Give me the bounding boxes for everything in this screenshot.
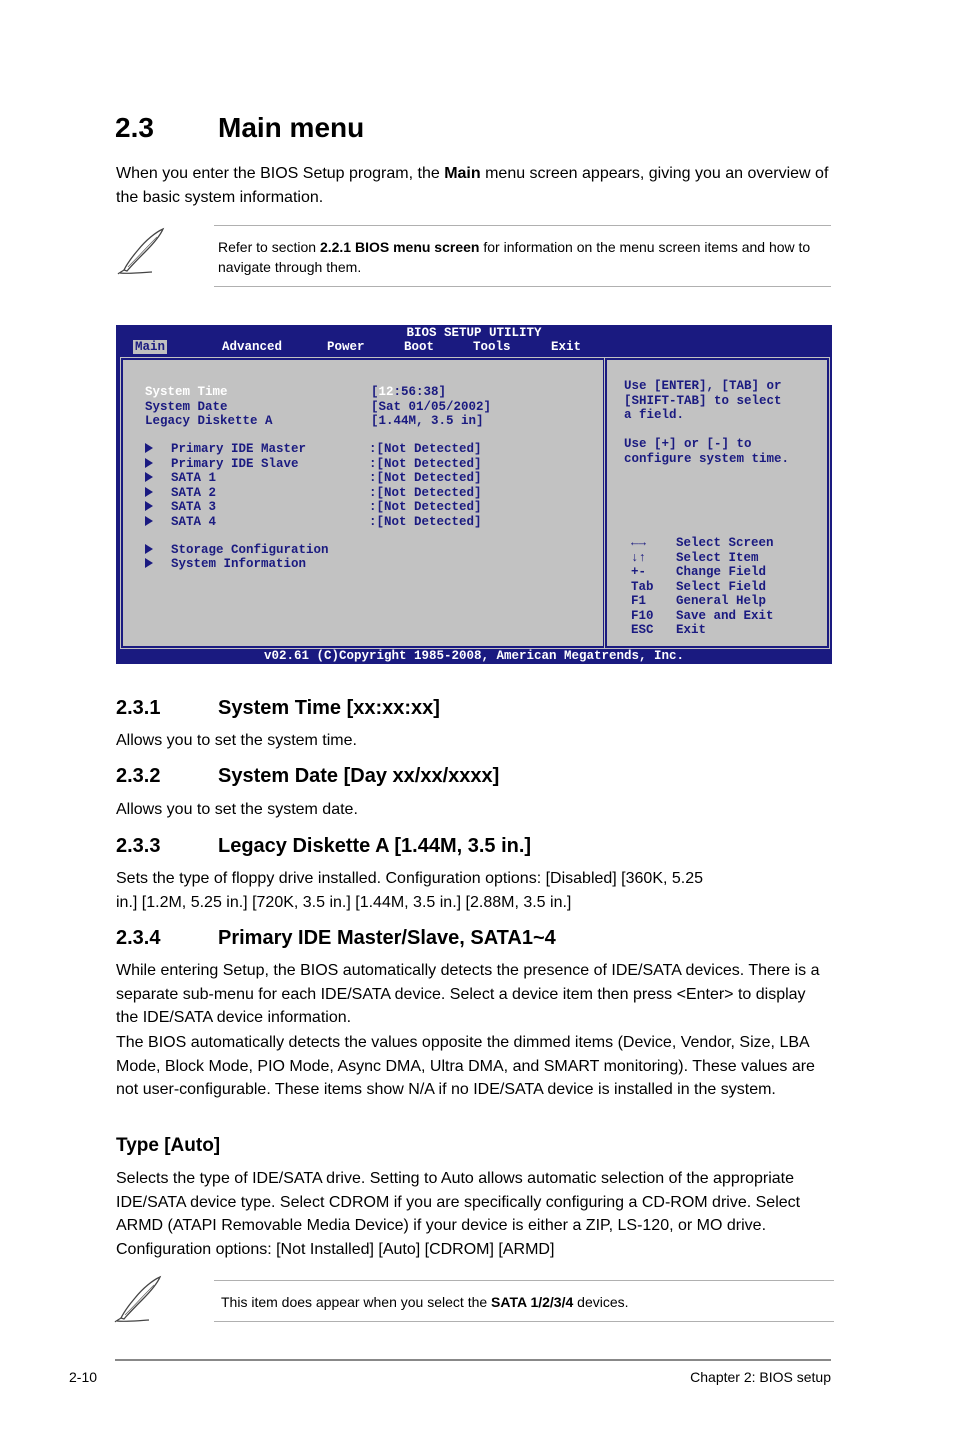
bios-value-primary-ide-master: :[Not Detected] xyxy=(369,442,482,456)
device-label: SATA 1 xyxy=(171,471,217,485)
system-date-text: Allows you to set the system date. xyxy=(116,801,358,818)
bios-help-text-2: Use [+] or [-] to configure system time. xyxy=(624,437,790,466)
bios-menu-boot[interactable]: Boot xyxy=(404,340,435,354)
legacy-diskette-text: Sets the type of floppy drive installed. Configuration options: [Disabled] [360K, 5.25 in.] [1.2M, 5.25 in.] [720K, 3.5 in.] [1.44M, 3.5 in.] [2.88M, 3.5 in.] xyxy=(116,870,704,911)
device-label: SATA 4 xyxy=(171,514,217,529)
bios-help-panel xyxy=(605,358,829,648)
page-number: 2-10 xyxy=(69,1369,98,1385)
heading-number: 2.3.1 xyxy=(116,697,161,719)
heading-type-auto: Type [Auto] xyxy=(116,1135,221,1156)
note-box xyxy=(214,225,831,287)
note-box-2 xyxy=(214,1280,834,1322)
key-arrows-lr-icon: ←→ xyxy=(631,536,647,550)
submenu-arrow-icon xyxy=(145,472,153,482)
key-action: General Help xyxy=(676,594,767,608)
key-f10: F10 xyxy=(631,608,654,623)
submenu-arrow-icon xyxy=(145,544,153,554)
heading-title: Legacy Diskette A [1.44M, 3.5 in.] xyxy=(218,835,532,857)
device-label: SATA 2 xyxy=(171,485,217,500)
primary-ide-paragraph-2: The BIOS automatically detects the values opposite the dimmed items (Device, Vendor, Size, LBA Mode, Block Mode, PIO Mode, Async DMA, Ultra DMA, and SMART monitoring). These values are not user-configurable. These items show N/A if no IDE/SATA device is installed in the system. xyxy=(116,1034,815,1098)
bios-menu-main[interactable]: Main xyxy=(135,340,166,354)
submenu-arrow-icon xyxy=(145,443,153,453)
time-bracket: [ xyxy=(371,385,379,399)
key-arrows-ud-icon: ↓↑ xyxy=(631,550,647,565)
bios-menu-tools[interactable]: Tools xyxy=(473,340,511,354)
note-text-end: for information on the menu screen items and how to navigate through them. xyxy=(218,239,811,275)
key-action: Select Item xyxy=(676,550,759,565)
heading-legacy-diskette xyxy=(116,835,531,858)
note2-text-start: This item does appear when you select the xyxy=(221,1294,492,1310)
intro-text-end: menu screen appears, giving you an overview of the basic system information. xyxy=(116,165,829,206)
page-title xyxy=(115,112,364,144)
bios-item-sata-1[interactable] xyxy=(145,471,216,486)
bios-value-sata-1: :[Not Detected] xyxy=(369,471,482,485)
heading-system-date xyxy=(116,765,499,788)
key-action: Save and Exit xyxy=(676,608,774,623)
submenu-arrow-icon xyxy=(145,558,153,568)
bios-item-system-time[interactable]: System Time xyxy=(145,385,228,399)
key-tab: Tab xyxy=(631,579,654,594)
bios-value-system-time[interactable] xyxy=(371,385,446,400)
bios-item-primary-ide-slave[interactable] xyxy=(145,457,299,472)
submenu-label: Storage Configuration xyxy=(171,542,329,557)
note-text-start: Refer to section xyxy=(218,239,320,255)
section-number: 2.3 xyxy=(115,112,154,143)
heading-system-time xyxy=(116,697,440,720)
device-label: Primary IDE Master xyxy=(171,442,307,456)
intro-bold: Main xyxy=(444,165,481,182)
device-label: Primary IDE Slave xyxy=(171,456,299,471)
time-rest: :56:38] xyxy=(393,385,447,399)
device-label: SATA 3 xyxy=(171,500,217,514)
primary-ide-paragraph-1: While entering Setup, the BIOS automatically detects the presence of IDE/SATA devices. There is a separate sub-menu for each IDE/SATA device. Select a device item then press <Enter> to display the IDE/SATA device information. xyxy=(116,962,820,1026)
bios-item-storage-configuration[interactable] xyxy=(145,543,329,558)
bios-menu-power[interactable]: Power xyxy=(327,340,365,354)
bios-menu-advanced[interactable]: Advanced xyxy=(222,340,283,354)
bios-item-sata-3[interactable] xyxy=(145,500,216,515)
submenu-arrow-icon xyxy=(145,458,153,468)
key-action: Change Field xyxy=(676,565,767,579)
system-time-text: Allows you to set the system time. xyxy=(116,732,357,749)
note2-text-end: devices. xyxy=(573,1294,629,1310)
submenu-arrow-icon xyxy=(145,516,153,526)
bios-help-text-1: Use [ENTER], [TAB] or [SHIFT-TAB] to select a field. xyxy=(624,379,782,422)
note-text-2 xyxy=(221,1292,629,1312)
heading-number: 2.3.4 xyxy=(116,927,161,949)
bios-item-sata-2[interactable] xyxy=(145,486,216,501)
bios-item-sata-4[interactable] xyxy=(145,515,216,530)
chapter-label: Chapter 2: BIOS setup xyxy=(690,1369,831,1385)
bios-screenshot xyxy=(116,325,832,664)
time-hour: 12 xyxy=(378,385,394,399)
intro-text: When you enter the BIOS Setup program, the xyxy=(116,165,445,182)
note-link-text: 2.2.1 BIOS menu screen xyxy=(319,239,480,255)
section-title: Main menu xyxy=(218,112,365,143)
key-action: Select Screen xyxy=(676,536,774,550)
bios-main-panel xyxy=(121,358,605,648)
key-action: Select Field xyxy=(676,579,767,594)
note2-bold: SATA 1/2/3/4 xyxy=(491,1294,574,1310)
heading-primary-ide xyxy=(116,927,556,950)
bios-item-primary-ide-master[interactable] xyxy=(145,442,306,457)
note-pen-icon xyxy=(113,1274,165,1329)
key-esc: ESC xyxy=(631,623,654,637)
bios-menubar xyxy=(116,340,832,354)
type-auto-text: Selects the type of IDE/SATA drive. Setting to Auto allows automatic selection of the appropriate IDE/SATA device type. Select CDROM if you are specifically configuring a CD-ROM drive. Select ARMD (ATAPI Removable Media Device) if your device is either a ZIP, LS-120, or MO drive. Configuration options: [Not Installed] [Auto] [CDROM] [ARMD] xyxy=(116,1170,801,1258)
key-action: Exit xyxy=(676,623,707,637)
bios-menu-exit[interactable]: Exit xyxy=(551,340,582,354)
heading-title: Primary IDE Master/Slave, SATA1~4 xyxy=(218,927,556,949)
bios-copyright: v02.61 (C)Copyright 1985-2008, American Megatrends, Inc. xyxy=(263,649,685,663)
bios-value-sata-3: :[Not Detected] xyxy=(369,500,482,514)
footer-divider xyxy=(115,1359,831,1361)
bios-item-system-information[interactable] xyxy=(145,557,306,572)
key-plus-minus: +- xyxy=(631,565,647,579)
heading-number: 2.3.2 xyxy=(116,765,161,787)
note-pen-icon xyxy=(116,226,168,281)
bios-item-legacy-diskette[interactable]: Legacy Diskette A xyxy=(145,414,273,428)
key-f1: F1 xyxy=(631,594,647,608)
bios-value-primary-ide-slave: :[Not Detected] xyxy=(369,456,482,471)
bios-value-legacy-diskette[interactable]: [1.44M, 3.5 in] xyxy=(371,414,484,428)
heading-title: System Date [Day xx/xx/xxxx] xyxy=(218,765,500,787)
intro-paragraph xyxy=(116,162,836,209)
bios-value-sata-4: :[Not Detected] xyxy=(369,514,482,529)
heading-number: 2.3.3 xyxy=(116,835,161,857)
submenu-arrow-icon xyxy=(145,487,153,497)
submenu-label: System Information xyxy=(171,557,307,571)
note-text xyxy=(218,237,818,277)
submenu-arrow-icon xyxy=(145,501,153,511)
bios-item-system-date[interactable]: System Date xyxy=(145,399,228,414)
heading-title: System Time [xx:xx:xx] xyxy=(218,697,440,719)
bios-title: BIOS SETUP UTILITY xyxy=(406,326,542,340)
bios-value-sata-2: :[Not Detected] xyxy=(369,485,482,500)
bios-value-system-date[interactable]: [Sat 01/05/2002] xyxy=(371,399,492,414)
